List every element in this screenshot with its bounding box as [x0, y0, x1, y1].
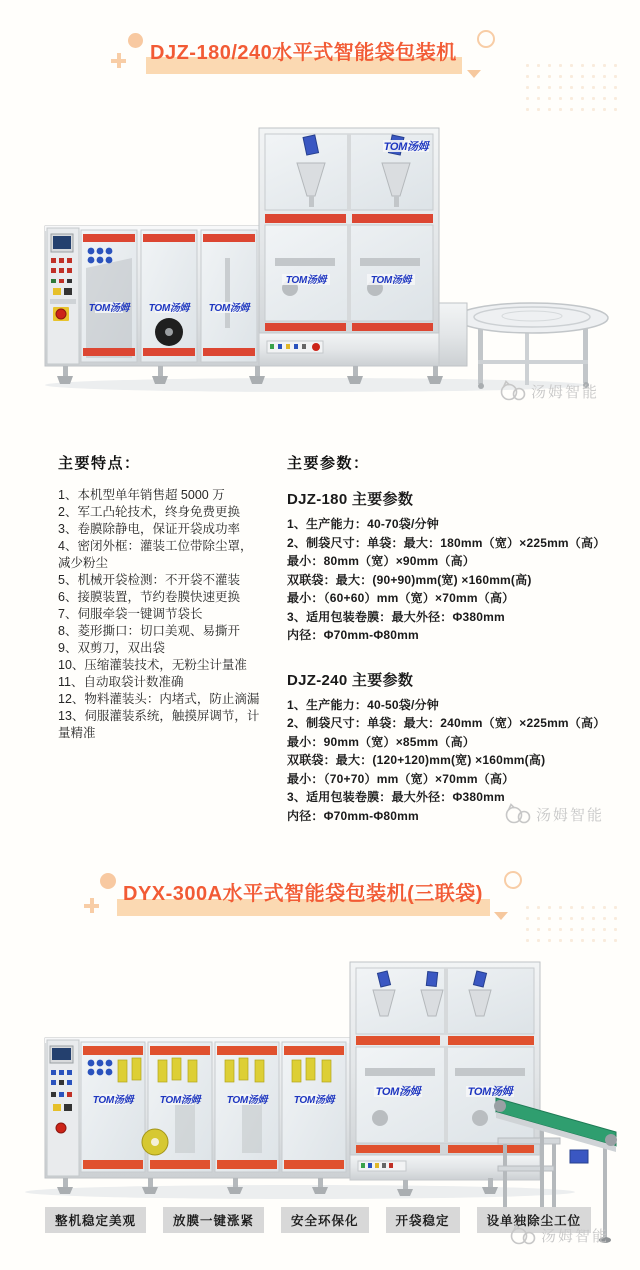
tom-logo: TOM汤姆 — [293, 1095, 335, 1106]
feature-item: 5、机械开袋检测：不开袋不灌装 — [58, 573, 240, 587]
feature-item: 3、卷膜除静电，保证开袋成功率 — [58, 522, 240, 536]
param-line: 1、生产能力：40-50袋/分钟 — [287, 697, 439, 712]
model-name: DJZ-240 主要参数 — [287, 671, 414, 689]
deco-triangle-icon — [467, 70, 481, 78]
tom-logo: TOM汤姆 — [226, 1095, 268, 1106]
param-line: 3、适用包装卷膜：最大外径：Φ380mm — [287, 609, 505, 624]
param-line: 2、制袋尺寸：单袋：最大：180mm（宽）×225mm（高） — [287, 535, 606, 550]
feature-item: 4、密闭外框：灌装工位带除尘罩，减少粉尘 — [58, 539, 253, 570]
emergency-stop-button — [56, 1123, 66, 1133]
tom-logo: TOM汤姆 — [370, 275, 412, 286]
watermark — [510, 1224, 609, 1246]
feature-item: 11、自动取袋计数准确 — [58, 675, 184, 689]
tom-logo: TOM汤姆 — [92, 1095, 134, 1106]
feature-item: 9、双剪刀，双出袋 — [58, 641, 165, 655]
param-line: 最小：90mm（宽）×85mm（高） — [287, 734, 475, 749]
watermark-text: 汤姆智能 — [536, 806, 605, 824]
watermark-text: 汤姆智能 — [531, 383, 600, 401]
door-panels — [81, 230, 257, 362]
red-stripe — [83, 234, 135, 242]
deco-circle-outline — [477, 30, 495, 48]
filling-cabinet — [259, 128, 439, 366]
features-heading: 主要特点： — [58, 455, 141, 472]
feature-badge: 放膜一键涨紧 — [163, 1207, 264, 1233]
parameters-column — [287, 452, 606, 825]
watermark-logo-icon — [505, 803, 531, 825]
deco-circle-filled — [128, 33, 143, 48]
tom-logo: TOM汤姆 — [383, 141, 429, 153]
model-name: DJZ-180 主要参数 — [287, 491, 414, 508]
params-heading: 主要参数： — [287, 455, 370, 472]
feature-item: 2、军工凸轮技术，终身免费更换 — [58, 505, 240, 519]
watermark-logo-icon — [500, 380, 526, 402]
control-panel — [47, 1040, 79, 1176]
deco-dot-grid — [522, 60, 617, 115]
model-params-djz240 — [287, 669, 606, 826]
param-line: 最小：（60+60）mm（宽）×70mm（高） — [287, 591, 515, 605]
tom-logo: TOM汤姆 — [148, 303, 190, 314]
param-line: 最小：80mm（宽）×90mm（高） — [287, 554, 475, 568]
machine-photo-djz180-240 — [20, 108, 620, 408]
feature-item: 10、压缩灌装技术，无粉尘计量准 — [58, 658, 247, 672]
feature-item: 13、伺服灌装系统，触摸屏调节，计量精准 — [58, 709, 260, 740]
deco-plus-icon — [84, 898, 99, 913]
section2-title: DYX-300A水平式智能袋包装机(三联袋) — [123, 883, 483, 905]
param-line: 双联袋：最大：(120+120)mm(宽) ×160mm(高) — [287, 753, 546, 767]
feature-item: 7、伺服牵袋一键调节袋长 — [58, 607, 203, 621]
watermark-text: 汤姆智能 — [541, 1227, 610, 1245]
conveyor-motor — [570, 1150, 588, 1163]
tom-logo: TOM汤姆 — [375, 1086, 421, 1098]
feature-badge: 开袋稳定 — [386, 1207, 460, 1233]
section1-title: DJZ-180/240水平式智能袋包装机 — [150, 42, 457, 64]
feature-badge: 安全环保化 — [281, 1207, 369, 1233]
tom-logo: TOM汤姆 — [208, 303, 250, 314]
rotary-table — [456, 303, 608, 389]
tom-logo: TOM汤姆 — [88, 303, 130, 314]
feature-item: 8、菱形撕口：切口美观、易撕开 — [58, 624, 240, 638]
deco-dot-grid — [522, 902, 617, 950]
features-column — [58, 452, 263, 742]
param-line: 1、生产能力：40-70袋/分钟 — [287, 517, 439, 531]
orange-stripe — [83, 1046, 143, 1055]
tom-logo: TOM汤姆 — [159, 1095, 201, 1106]
watermark — [505, 803, 604, 825]
model-params-djz180 — [287, 488, 606, 645]
watermark — [500, 380, 599, 402]
feature-item: 1、本机型单年销售超 5000 万 — [58, 488, 225, 502]
param-line: 双联袋：最大：(90+90)mm(宽) ×160mm(高) — [287, 572, 532, 587]
tom-logo: TOM汤姆 — [285, 275, 327, 286]
param-line: 3、适用包装卷膜：最大外径：Φ380mm — [287, 790, 505, 804]
feature-item: 6、接膜装置，节约卷膜快速更换 — [58, 590, 240, 604]
emergency-stop-button — [56, 309, 66, 319]
machine-photo-dyx300a — [20, 948, 620, 1250]
deco-plus-icon — [111, 53, 126, 68]
deco-circle-filled — [100, 873, 116, 889]
deco-circle-outline — [504, 871, 522, 889]
tom-logo: TOM汤姆 — [467, 1086, 513, 1098]
deco-triangle-icon — [494, 912, 508, 920]
param-line: 2、制袋尺寸：单袋：最大：240mm（宽）×225mm（高） — [287, 716, 606, 730]
feature-item: 12、物料灌装头：内堵式，防止滴漏 — [58, 692, 260, 706]
feature-badge: 整机稳定美观 — [45, 1207, 146, 1233]
filling-cabinet — [350, 962, 540, 1180]
param-line: 内径：Φ70mm-Φ80mm — [287, 628, 419, 642]
watermark-logo-icon — [510, 1224, 536, 1246]
param-line: 最小：（70+70）mm（宽）×70mm（高） — [287, 771, 515, 786]
control-panel — [47, 228, 79, 364]
feature-badge: 设单独除尘工位 — [477, 1207, 592, 1233]
param-line: 内径：Φ70mm-Φ80mm — [287, 808, 419, 823]
